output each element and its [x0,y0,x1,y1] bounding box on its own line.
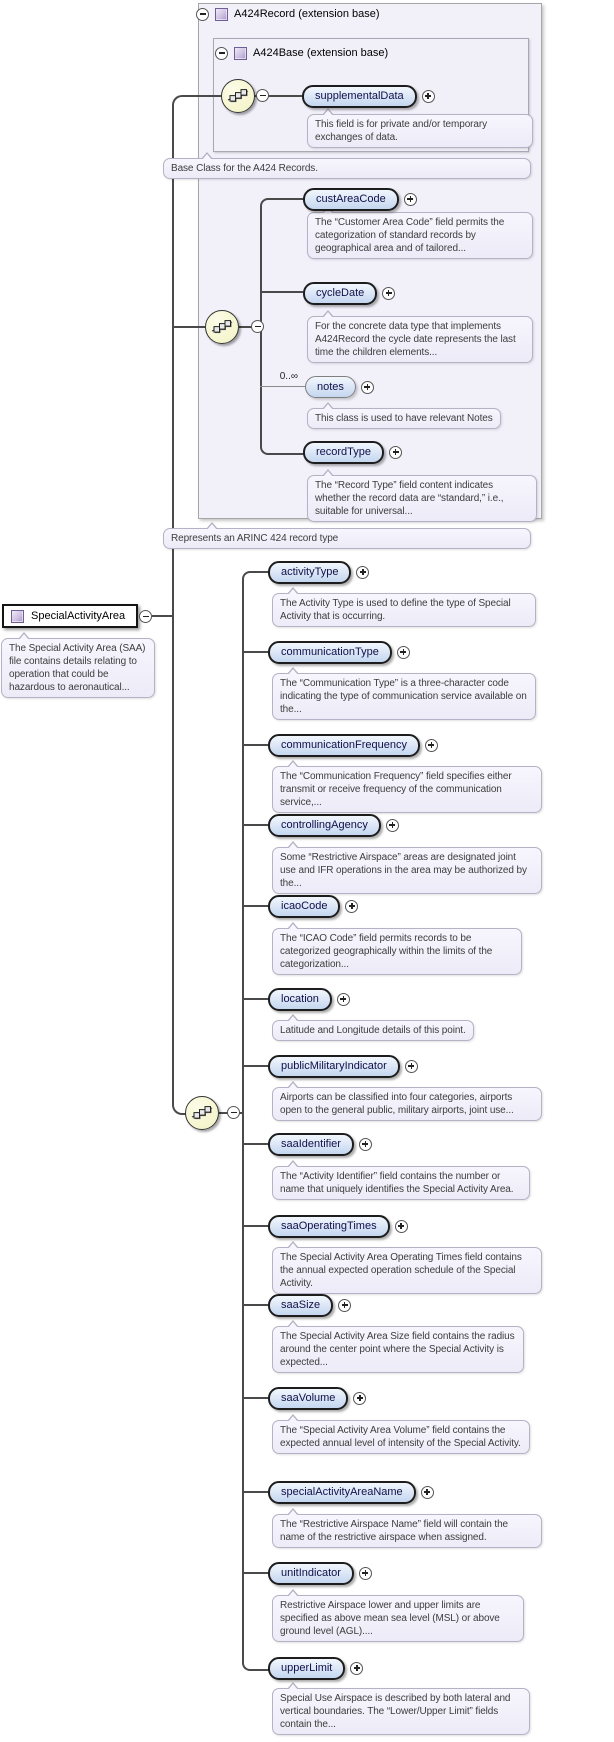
element-unitIndicator[interactable]: unitIndicator [268,1562,354,1585]
element-communicationFrequency[interactable]: communicationFrequency [268,734,420,757]
annotation-communicationType: The “Communication Type” is a three-character code indicating the type of communication service available on the... [272,673,536,720]
bubble-tail [18,632,32,639]
element-upperLimit[interactable]: upperLimit [268,1657,345,1680]
collapse-icon[interactable] [196,8,209,21]
annotation-cycleDate: For the concrete data type that implements A424Record the cycle date represents the last time the children elements... [307,316,533,363]
bubble-tail [287,1682,301,1689]
annotation-notes: This class is used to have relevant Notes [307,408,501,429]
annotation-controllingAgency: Some “Restrictive Airspace” areas are designated joint use and IFR operations in the area may be authorized by the... [272,847,542,894]
annotation-icaoCode: The “ICAO Code” field permits records to be categorized geographically within the limits of the categorization... [272,928,522,975]
connector-line [242,1304,268,1306]
sequence-compositor-icon[interactable] [221,79,255,113]
bubble-tail [287,760,301,767]
bubble-tail [287,1589,301,1596]
annotation-custAreaCode: The “Customer Area Code” field permits the categorization of standard records by geographical area and of tailored... [307,212,533,259]
annotation-specialActivityAreaName: The “Restrictive Airspace Name” field will contain the name of the restrictive airspace when assigned. [272,1514,542,1548]
connector-line [242,651,268,653]
expand-icon[interactable] [386,819,399,832]
connector-line [242,1491,268,1493]
element-saaVolume[interactable]: saaVolume [268,1387,348,1410]
annotation-publicMilitaryIndicator: Airports can be classified into four categories, airports open to the general public, military airports, joint use... [272,1087,542,1121]
sequence-glyph [190,1101,214,1125]
annotation-supplementalData: This field is for private and/or temporary exchanges of data. [307,114,533,148]
annotation-saaOperatingTimes: The Special Activity Area Operating Times field contains the annual expected operation schedule of the Special Activity. [272,1247,542,1294]
annotation-saaSize: The Special Activity Area Size field contains the radius around the center point where the Special Activity is expected... [272,1326,524,1373]
bubble-tail [287,1508,301,1515]
expand-icon[interactable] [404,193,417,206]
element-saaOperatingTimes[interactable]: saaOperatingTimes [268,1215,390,1238]
element-row [268,1214,408,1238]
sequence-compositor-icon[interactable] [185,1096,219,1130]
collapse-icon[interactable] [256,89,269,102]
sequence-glyph [226,84,250,108]
element-specialActivityAreaName[interactable]: specialActivityAreaName [268,1481,416,1504]
sequence-compositor-icon[interactable] [205,310,239,344]
annotation-saaIdentifier: The “Activity Identifier” field contains the number or name that uniquely identifies the Special Activity Area. [272,1166,530,1200]
connector-line [242,905,268,907]
connector-line [242,1065,268,1067]
element-row [303,440,402,464]
annotation-saaVolume: The “Special Activity Area Volume” field contains the expected annual level of intensity of the Special Activity. [272,1420,530,1454]
element-recordType[interactable]: recordType [303,441,384,464]
expand-icon[interactable] [395,1220,408,1233]
bubble-tail [201,152,215,159]
connector-line [242,998,268,1000]
element-row [268,640,410,664]
element-custAreaCode[interactable]: custAreaCode [303,188,399,211]
bubble-tail [287,1014,301,1021]
connector-line [152,615,173,617]
annotation-communicationFrequency: The “Communication Frequency” field specifies either transmit or receive frequency of the communication service,... [272,766,542,813]
bubble-tail [287,1320,301,1327]
element-supplementalData[interactable]: supplementalData [302,85,417,108]
connector-line [242,1572,268,1574]
connector-line [172,124,176,1087]
a424base-title: A424Base (extension base) [253,47,389,59]
bubble-tail [287,587,301,594]
annotation-a424base: Base Class for the A424 Records. [163,158,531,179]
expand-icon[interactable] [353,1392,366,1405]
a424record-header [196,7,380,21]
element-saaIdentifier[interactable]: saaIdentifier [268,1133,354,1156]
element-location[interactable]: location [268,988,332,1011]
element-row [268,987,350,1011]
element-row [268,813,399,837]
bubble-tail [287,1414,301,1421]
expand-icon[interactable] [397,646,410,659]
annotation-location: Latitude and Longitude details of this point. [272,1020,474,1041]
expand-icon[interactable] [389,446,402,459]
element-row [268,1656,363,1680]
expand-icon[interactable] [350,1662,363,1675]
complex-type-icon [234,47,247,60]
element-row [268,733,438,757]
expand-icon[interactable] [356,566,369,579]
bubble-tail [322,402,336,409]
collapse-icon[interactable] [251,320,264,333]
bubble-tail [206,522,220,529]
bubble-tail [322,310,336,317]
bubble-tail [287,1081,301,1088]
annotation-unitIndicator: Restrictive Airspace lower and upper limits are specified as above mean sea level (MSL) or above ground level (AGL).... [272,1595,524,1642]
element-cycleDate[interactable]: cycleDate [303,282,377,305]
element-row [303,187,417,211]
element-row [268,894,358,918]
element-SpecialActivityArea[interactable] [2,604,138,628]
collapse-icon[interactable] [227,1106,240,1119]
connector-line [242,824,268,826]
expand-icon[interactable] [345,900,358,913]
root-element-label: SpecialActivityArea [31,610,126,622]
expand-icon[interactable] [337,993,350,1006]
element-saaSize[interactable]: saaSize [268,1294,333,1317]
expand-icon[interactable] [359,1567,372,1580]
connector-line [242,744,268,746]
expand-icon[interactable] [361,381,374,394]
element-controllingAgency[interactable]: controllingAgency [268,814,381,837]
element-row [303,281,395,305]
a424base-header [215,46,388,60]
connector-line [260,291,303,293]
expand-icon[interactable] [359,1138,372,1151]
element-icaoCode[interactable]: icaoCode [268,895,340,918]
element-row [302,84,435,108]
expand-icon[interactable] [425,739,438,752]
complex-type-icon [11,610,24,623]
connector-line [174,326,205,328]
sequence-glyph [210,315,234,339]
connector-line [242,1225,268,1227]
expand-icon[interactable] [338,1299,351,1312]
expand-icon[interactable] [382,287,395,300]
annotation-activityType: The Activity Type is used to define the type of Special Activity that is occurring. [272,593,536,627]
cardinality-label: 0..∞ [279,371,298,382]
connector-line [172,95,223,127]
bubble-tail [287,922,301,929]
bubble-tail [322,108,336,115]
bubble-tail [287,841,301,848]
connector-line-optional [260,386,305,387]
element-row [268,1293,351,1317]
expand-icon[interactable] [422,90,435,103]
annotation-a424record: Represents an ARINC 424 record type [163,528,531,549]
element-row [268,1054,418,1078]
a424record-title: A424Record (extension base) [234,8,380,20]
element-activityType[interactable]: activityType [268,561,351,584]
bubble-tail [322,469,336,476]
connector-line [242,1397,268,1399]
element-row [268,560,369,584]
collapse-icon[interactable] [139,610,152,623]
collapse-icon[interactable] [215,47,228,60]
annotation-upperLimit: Special Use Airspace is described by both lateral and vertical boundaries. The “Lower/Upper Limit” fields contain the... [272,1688,530,1735]
element-publicMilitaryIndicator[interactable]: publicMilitaryIndicator [268,1055,400,1078]
connector-line [260,198,305,329]
element-row [305,375,374,399]
element-row [268,1132,372,1156]
annotation-recordType: The “Record Type” field content indicates whether the record data are “standard,” i.e., suitable for universal... [307,475,537,522]
element-communicationType[interactable]: communicationType [268,641,392,664]
bubble-tail [287,1241,301,1248]
element-notes[interactable]: notes [305,376,356,398]
expand-icon[interactable] [421,1486,434,1499]
connector-line [260,327,305,455]
annotation-SpecialActivityArea: The Special Activity Area (SAA) file contains details relating to operation that could be hazardous to aeronautical... [1,638,155,698]
connector-line [242,1112,270,1671]
element-row [268,1561,372,1585]
complex-type-icon [215,8,228,21]
bubble-tail [287,1160,301,1167]
element-row [268,1480,434,1504]
element-row [268,1386,366,1410]
connector-line [242,1143,268,1145]
expand-icon[interactable] [405,1060,418,1073]
bubble-tail [287,667,301,674]
